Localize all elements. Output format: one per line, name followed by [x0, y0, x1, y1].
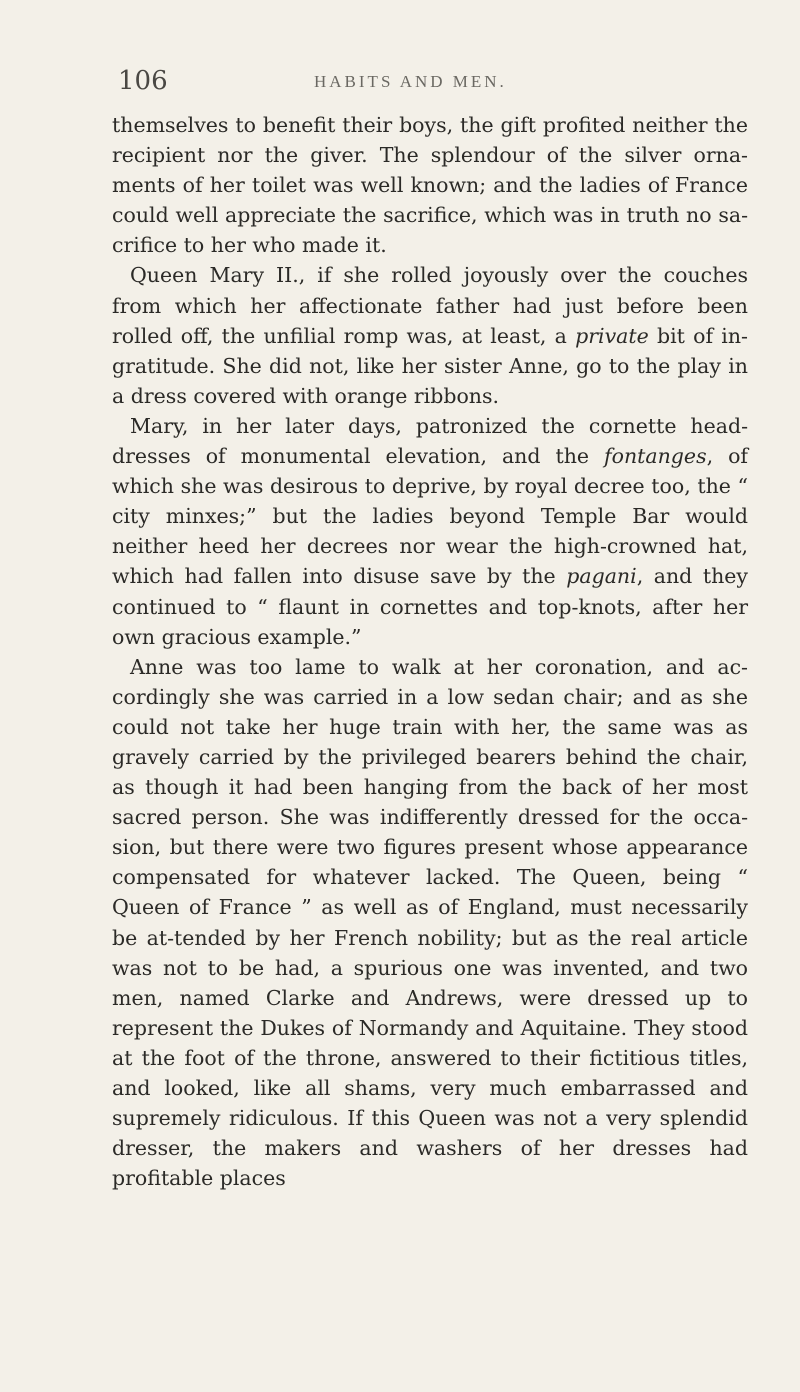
body-text — [112, 110, 748, 1193]
paragraph — [112, 110, 748, 260]
running-head — [118, 66, 718, 106]
page-number: 106 — [118, 66, 168, 96]
paragraph-text: themselves to benefit their boys, the gift profited neither the recipient nor the giver. The splendour of the silver orna-ments of her toilet was well known; and the ladies of France could well appreciate the sacrifice, which was in truth no sa-crifice to her who made it. — [112, 113, 748, 258]
paragraph — [112, 260, 748, 410]
paragraph-text: Queen Mary II., if she rolled joyously over the couches from which her affectionate father had just before been rolled off, the unfilial romp was, at least, a — [112, 263, 748, 348]
paragraph — [112, 411, 748, 652]
paragraph — [112, 652, 748, 1194]
paragraph-text: Anne was too lame to walk at her coronation, and ac-cordingly she was carried in a low sedan chair; and as she could not take her huge train with her, the same was as gravely carried by the privileged bearers behind the chair, as though it had been hanging from the back of her most sacred person. She was indifferently dressed for the occa-sion, but there were two figures present whose appearance compensated for whatever lacked. The Queen, being “ Queen of France ” as well as of England, must necessarily be at-tended by her French nobility; but as the real article was not to be had, a spurious one was invented, and two men, named Clarke and Andrews, were dressed up to represent the Dukes of Normandy and Aquitaine. They stood at the foot of the throne, answered to their fictitious titles, and looked, like all shams, very much embarrassed and supremely ridiculous. If this Queen was not a very splendid dresser, the makers and washers of her dresses had profitable places — [112, 654, 748, 1191]
italic-word: fontanges — [604, 444, 707, 469]
running-title: HABITS AND MEN. — [314, 72, 507, 91]
paragraph-text: bit of in-gratitude. She did not, like her sister Anne, go to the play in a dress covered with orange ribbons. — [112, 323, 748, 408]
paragraph-text: Mary, in her later days, patronized the cornette head-dresses of monumental elevation, and the — [112, 413, 748, 469]
paragraph-text: , and they continued to “ flaunt in cornettes and top-knots, after her own gracious example.” — [112, 564, 748, 649]
italic-word: pagani — [566, 564, 637, 589]
paragraph-text: , of which she was desirous to deprive, by royal decree too, the “ city minxes;” but the ladies beyond Temple Bar would neither heed her decrees nor wear the high-crowned hat, which had fallen into disuse save by the — [112, 444, 748, 589]
italic-word: private — [575, 323, 649, 348]
